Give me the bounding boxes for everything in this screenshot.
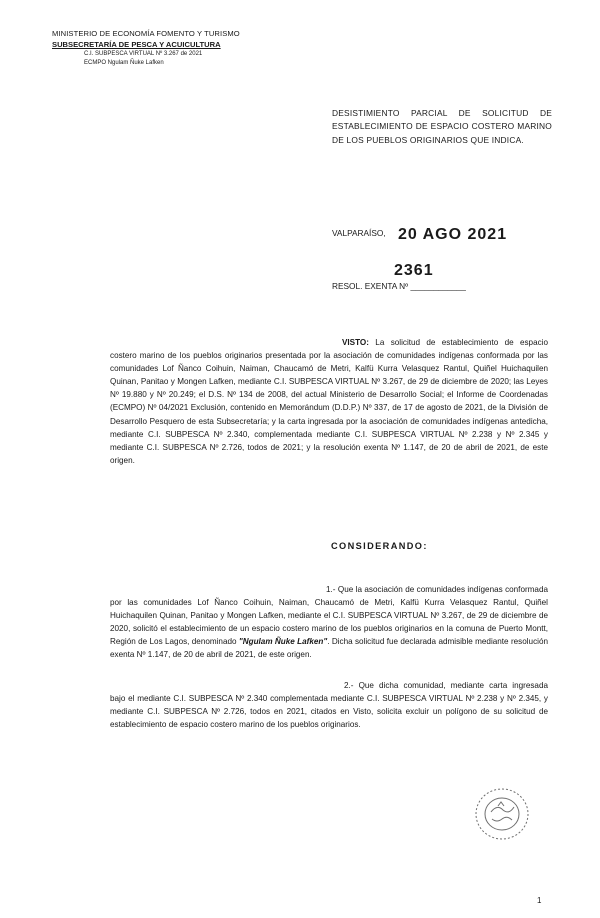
considerando-paragraph-2: 2.- Que dicha comunidad, mediante carta ingresada bajo el mediante C.I. SUBPESCA Nº 2.340 complementada mediante C.I. SUBPESCA VIRTUAL Nº 2.238 y Nº 2.345, y mediante C.I. SUBPESCA Nº 2.726, todos en 2021, citados en Visto, solicita excluir un polígono de su solicitud de establecimiento de espacio costero marino de los pueblos originarios. [110,681,548,730]
subsecretaria-name: SUBSECRETARÍA DE PESCA Y ACUICULTURA [52,40,221,49]
resol-exenta-label: RESOL. EXENTA Nº ____________ [332,281,466,291]
date-stamp: 20 AGO 2021 [397,226,508,243]
resolution-number: 2361 [394,262,434,279]
visto-paragraph [110,336,548,467]
letterhead [52,28,272,68]
ecmpo-reference: ECMPO Ngulam Ñuke Lafken [84,60,164,66]
place-date-line [332,226,507,244]
p1-text-after: . Dicha solicitud fue declarada admisible mediante resolución exenta Nº 1.147, de 20 de abril de 2021, de este origen. [110,637,548,660]
visto-label: VISTO: [342,338,369,347]
official-stamp-icon [458,778,548,852]
ecmpo-name: "Ngulam Ñuke Lafken" [238,637,328,647]
visto-text: La solicitud de establecimiento de espacio costero marino de los pueblos originarios presentada por la asociación de comunidades indígenas conformada por las comunidades Lof Ñanco Coihuin, Naiman, Chaucamó de Metri, Kalfü Kurra Velasquez Rantul, Quiñel Huichaquilen Quinan, Panitao y Mongen Lafken, mediante C.I. SUBPESCA VIRTUAL Nº 3.267, de 29 de diciembre de 2020; las Leyes Nº 19.880 y Nº 20.249; el D.S. Nº 134 de 2008, del actual Ministerio de Desarrollo Social; el Informe de Coordenadas (ECMPO) Nº 04/2021 Exclusión, contenido en Memorándum (D.D.P.) Nº 337, de 17 de agosto de 2021, de la División de Desarrollo Pesquero de esta Subsecretaría; y la carta ingresada por la asociación de comunidades indígenas antedicha, mediante C.I. SUBPESCA Nº 2.340, complementada mediante C.I. SUBPESCA VIRTUAL Nº 2.238 y Nº 2.345 y mediante C.I. SUBPESCA Nº 2.726, todos de 2021; y la resolución exenta Nº 1.147, de 20 de abril de 2021, de este origen. [110,338,548,465]
considerando-heading: CONSIDERANDO: [331,541,428,551]
place-label: VALPARAÍSO, [332,228,386,238]
considerando-paragraph-1 [110,583,548,662]
page-number: 1 [537,896,542,905]
ci-reference: C.I. SUBPESCA VIRTUAL Nº 3.267 de 2021 [84,51,203,57]
p1-text-before: 1.- Que la asociación de comunidades indígenas conformada por las comunidades Lof Ñanco Coihuin, Naiman, Chaucamó de Metri, Kalfü Kurra Velasquez Rantul, Quiñel Huichaquilen Quinan, Panitao y Mongen Lafken, mediante el C.I. SUBPESCA VIRTUAL Nº 3.267, de 29 de diciembre de 2020, solicitó el establecimiento de un espacio costero marino de los pueblos originarios en la comuna de Puerto Montt, Región de Los Lagos, denominado [110,585,548,647]
ministry-name: MINISTERIO DE ECONOMÍA FOMENTO Y TURISMO [52,29,240,38]
resolution-subject: DESISTIMIENTO PARCIAL DE SOLICITUD DE ESTABLECIMIENTO DE ESPACIO COSTERO MARINO DE LOS PUEBLOS ORIGINARIOS QUE INDICA. [332,108,552,145]
